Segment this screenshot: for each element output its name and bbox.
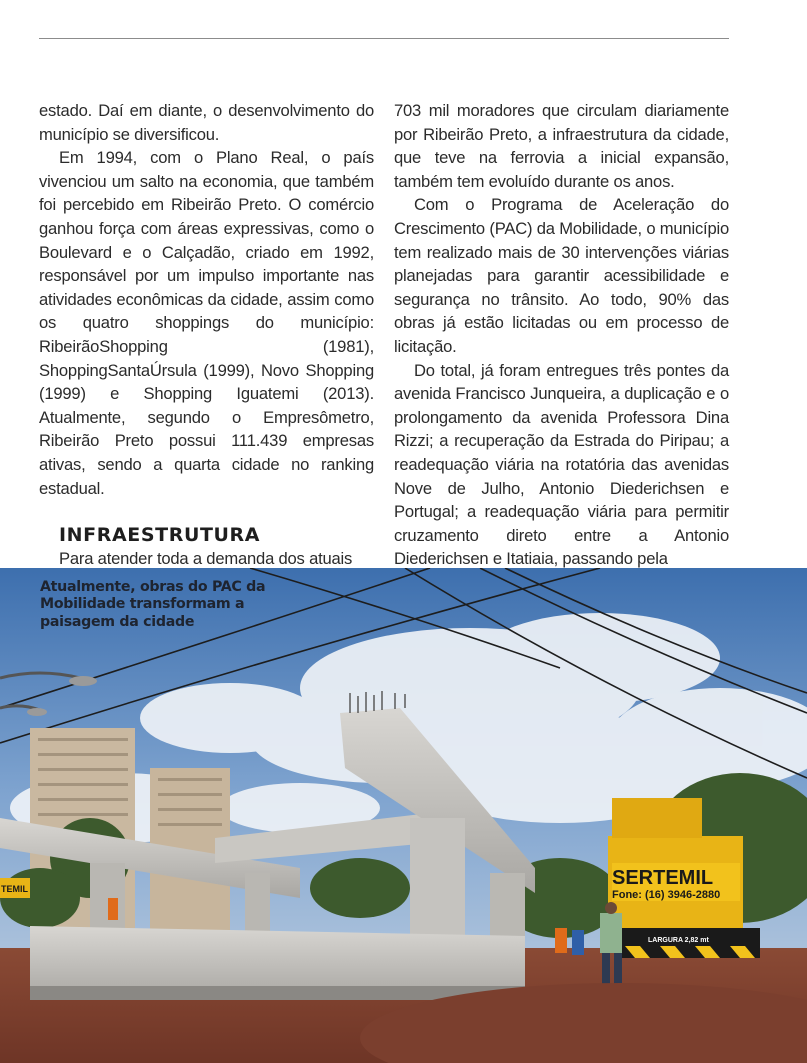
right-paragraph-2: Com o Programa de Aceleração do Crescimento (PAC) da Mobilidade, o município tem realizado mais de 30 intervenções viárias planejadas para garantir acessibilidade e segurança no trânsito. Ao todo, 90% das obras já estão licitadas ou em processo de licitação.: [394, 195, 729, 356]
header-rule: [39, 38, 729, 39]
right-paragraph-3: Do total, já foram entregues três pontes da avenida Francisco Junqueira, a duplicação e o prolongamento da avenida Professora Dina Rizzi; a recuperação da Estrada do Piripau; a readequação viária na rotatória das avenidas Nove de Julho, Antonio Diederichsen e Portugal; a readequação viária para permitir cruzamento direto entre a Antonio Diederichsen e Itatiaia, passando pela: [394, 360, 729, 569]
left-column: [39, 99, 374, 571]
left-paragraph-2: Em 1994, com o Plano Real, o país vivenciou um salto na economia, que também foi percebido em Ribeirão Preto. O comércio ganhou força com áreas expressivas, como o Boulevard e o Calçadão, criado em 1992, responsável por um impulso importante nas atividades econômicas da cidade, assim como os quatro shoppings do município: RibeirãoShopping (1981), ShoppingSantaÚrsula (1999), Novo Shopping (1999) e Shopping Iguatemi (2013). Atualmente, segundo o Empresômetro, Ribeirão Preto possui 111.439 empresas ativas, sendo a quarta cidade no ranking estadual.: [39, 148, 374, 498]
right-column: [394, 99, 729, 571]
side-sign: TEMIL: [1, 884, 28, 894]
right-paragraph-1: 703 mil moradores que circulam diariamente por Ribeirão Preto, a infraestrutura da cidade, que teve na ferrovia a inicial expansão, também tem evoluído durante os anos.: [394, 101, 729, 191]
photo-caption: Atualmente, obras do PAC da Mobilidade transformam a paisagem da cidade: [40, 579, 266, 630]
construction-photo: [0, 568, 807, 1063]
left-paragraph-1: estado. Daí em diante, o desenvolvimento do município se diversificou.: [39, 101, 374, 144]
left-paragraph-3: Para atender toda a demanda dos atuais: [59, 549, 353, 569]
crane-brand: SERTEMIL: [612, 867, 714, 889]
section-heading: INFRAESTRUTURA: [59, 524, 261, 547]
crane-width-label: LARGURA 2,82 mt: [648, 937, 709, 944]
crane-phone: Fone: (16) 3946-2880: [612, 889, 721, 901]
